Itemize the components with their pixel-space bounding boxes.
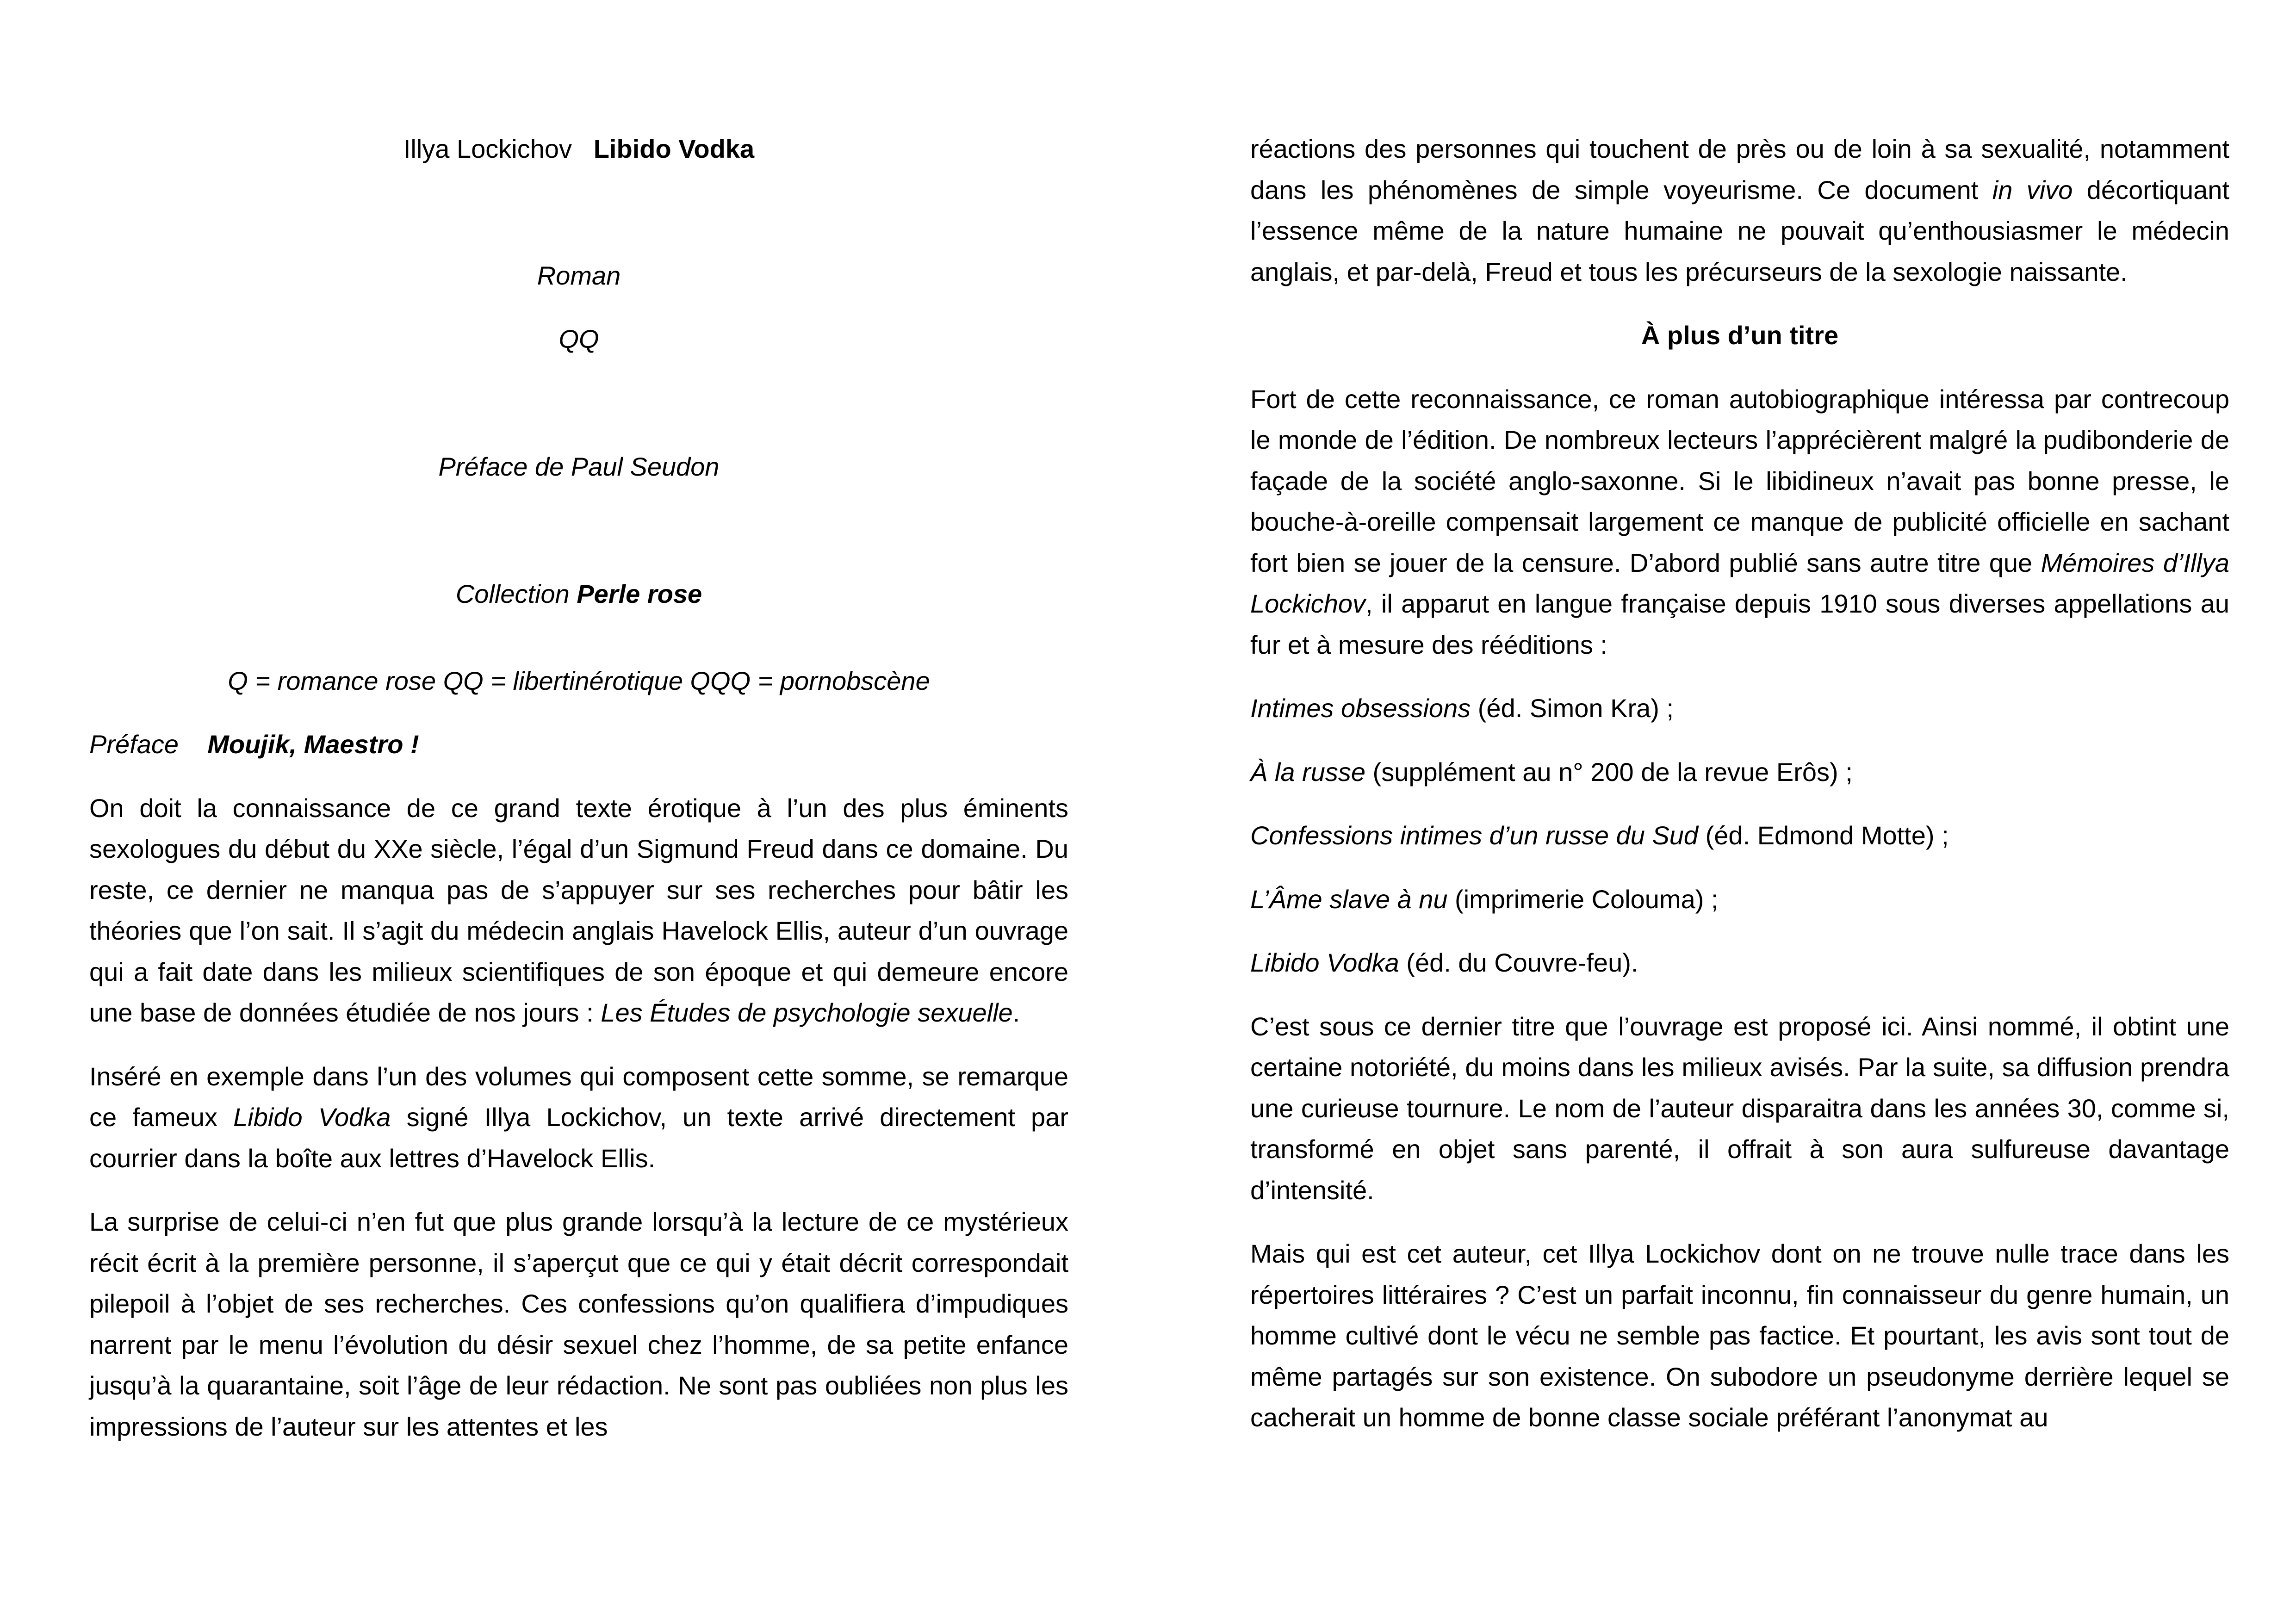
right-column [1250, 129, 2229, 1438]
book-title: Libido Vodka [593, 134, 755, 163]
preface-credit: Préface de Paul Seudon [438, 452, 720, 481]
spacer [89, 1034, 1068, 1056]
edition-detail: (imprimerie Colouma) ; [1447, 884, 1719, 914]
spacer [1250, 292, 2229, 315]
preface-title: Moujik, Maestro ! [207, 730, 419, 759]
edition-item [1250, 752, 2229, 793]
preface-heading [89, 724, 1068, 765]
paragraph: C’est sous ce dernier titre que l’ouvrage est proposé ici. Ainsi nommé, il obtint une certaine notoriété, du moins dans les milieux avisés. Par la suite, sa diffusion prendra une curieuse tournure. Le nom de l’auteur disparaitra dans les années 30, comme si, transformé en objet sans parenté, il offrait à son aura sulfureuse davantage d’intensité. [1250, 1011, 2229, 1205]
work-title: Les Études de psychologie sexuelle [601, 998, 1013, 1027]
paragraph [89, 788, 1068, 1034]
author-name: Illya Lockichov [403, 134, 572, 163]
edition-item [1250, 815, 2229, 856]
paragraph [1250, 379, 2229, 666]
edition-detail: (éd. du Couvre-feu). [1399, 948, 1638, 977]
paragraph-text: décortiquant l’essence même de la nature humaine ne pouvait qu’enthousiasmer le médecin anglais, et par-delà, Freud et tous les précurseurs de la sexologie naissante. [1250, 175, 2230, 286]
emphasis: in vivo [1992, 175, 2073, 204]
spacer [1250, 665, 2229, 688]
edition-title: À la russe [1250, 757, 1365, 787]
spacer [89, 615, 1068, 661]
paragraph-text: signé Illya Lockichov, un texte arrivé directement par courrier dans la boîte aux lettres d’Havelock Ellis. [89, 1103, 1068, 1173]
edition-item [1250, 942, 2229, 984]
title-line [89, 129, 1068, 170]
spacer [1250, 729, 2229, 752]
paragraph [1250, 129, 2229, 292]
rating-label: QQ [558, 324, 599, 353]
genre-label: Roman [537, 260, 621, 290]
left-column [89, 129, 1068, 1447]
edition-title: Intimes obsessions [1250, 694, 1471, 723]
paragraph-text: Fort de cette reconnaissance, ce roman autobiographique intéressa par contrecoup le monde de l’édition. De nombreux lecteurs l’apprécièrent malgré la pudibonderie de façade de la société anglo-saxonne. Si le libidineux n’avait pas bonne presse, le bouche-à-oreille compensait largement ce manque de publicité officielle en sachant fort bien se jouer de la censure. D’abord publié sans autre titre que [1250, 384, 2229, 577]
paragraph-text: , il apparut en langue française depuis 1910 sous diverses appellations au fur et à mesure des rééditions : [1250, 589, 2229, 659]
paragraph-text: Inséré en exemple dans l’un des volumes qui composent cette somme, se remarque ce fameux [89, 1061, 1068, 1132]
paragraph-text: On doit la connaissance de ce grand texte érotique à l’un des plus éminents sexologues du début du XXe siècle, l’égal d’un Sigmund Freud dans ce domaine. Du reste, ce dernier ne manqua pas de s’appuyer sur ses recherches pour bâtir les théories que l’on sait. Il s’agit du médecin anglais Havelock Ellis, auteur d’un ouvrage qui a fait date dans les milieux scientifiques de son époque et qui demeure encore une base de données étudiée de nos jours : [89, 793, 1068, 1027]
work-title: Libido Vodka [233, 1103, 391, 1132]
section-heading: À plus d’un titre [1641, 321, 1839, 350]
spacer [89, 170, 1068, 255]
spacer [89, 701, 1068, 724]
edition-item [1250, 879, 2229, 920]
spacer [1250, 984, 2229, 1006]
spacer [89, 487, 1068, 574]
spacer [89, 296, 1068, 319]
edition-title: Confessions intimes d’un russe du Sud [1250, 821, 1699, 850]
spacer [89, 360, 1068, 446]
paragraph: La surprise de celui-ci n’en fut que plus grande lorsqu’à la lecture de ce mystérieux récit écrit à la première personne, il s’aperçut que ce qui y était décrit correspondait pilepoil à l’objet de ses recherches. Ces confessions qu’on qualifiera d’impudiques narrent par le menu l’évolution du désir sexuel chez l’homme, de sa petite enfance jusqu’à la quarantaine, soit l’âge de leur rédaction. Ne sont pas oubliées non plus les impressions de l’auteur sur les attentes et les [89, 1207, 1068, 1441]
spacer [1250, 793, 2229, 815]
paragraph: Mais qui est cet auteur, cet Illya Lockichov dont on ne trouve nulle trace dans les répertoires littéraires ? C’est un parfait inconnu, fin connaisseur du genre humain, un homme cultivé dont le vécu ne semble pas factice. Et pourtant, les avis sont tout de même partagés sur son existence. On subodore un pseudonyme derrière lequel se cacherait un homme de bonne classe sociale préférant l’anonymat au [1250, 1239, 2229, 1432]
spacer [1250, 920, 2229, 942]
spacer [89, 765, 1068, 788]
edition-detail: (éd. Edmond Motte) ; [1698, 821, 1949, 850]
collection-line [89, 574, 1068, 615]
spacer [1250, 856, 2229, 879]
paragraph-text: . [1012, 998, 1020, 1027]
paragraph [89, 1056, 1068, 1179]
edition-detail: (supplément au n° 200 de la revue Erôs) ; [1365, 757, 1853, 787]
work-title: Mémoires d’Illya Lockichov [1250, 548, 2229, 618]
edition-item [1250, 688, 2229, 729]
spacer [1250, 356, 2229, 379]
spacer [1250, 1211, 2229, 1233]
paragraph-text: réactions des personnes qui touchent de près ou de loin à sa sexualité, notamment dans les phénomènes de simple voyeurisme. Ce document [1250, 134, 2229, 204]
collection-label: Collection [455, 579, 570, 608]
edition-title: Libido Vodka [1250, 948, 1399, 977]
edition-detail: (éd. Simon Kra) ; [1471, 694, 1674, 723]
rating-legend: Q = romance rose QQ = libertinérotique QQQ = pornobscène [228, 666, 930, 695]
collection-name: Perle rose [577, 579, 702, 608]
edition-title: L’Âme slave à nu [1250, 884, 1448, 914]
preface-label: Préface [89, 730, 179, 759]
spacer [89, 1179, 1068, 1202]
